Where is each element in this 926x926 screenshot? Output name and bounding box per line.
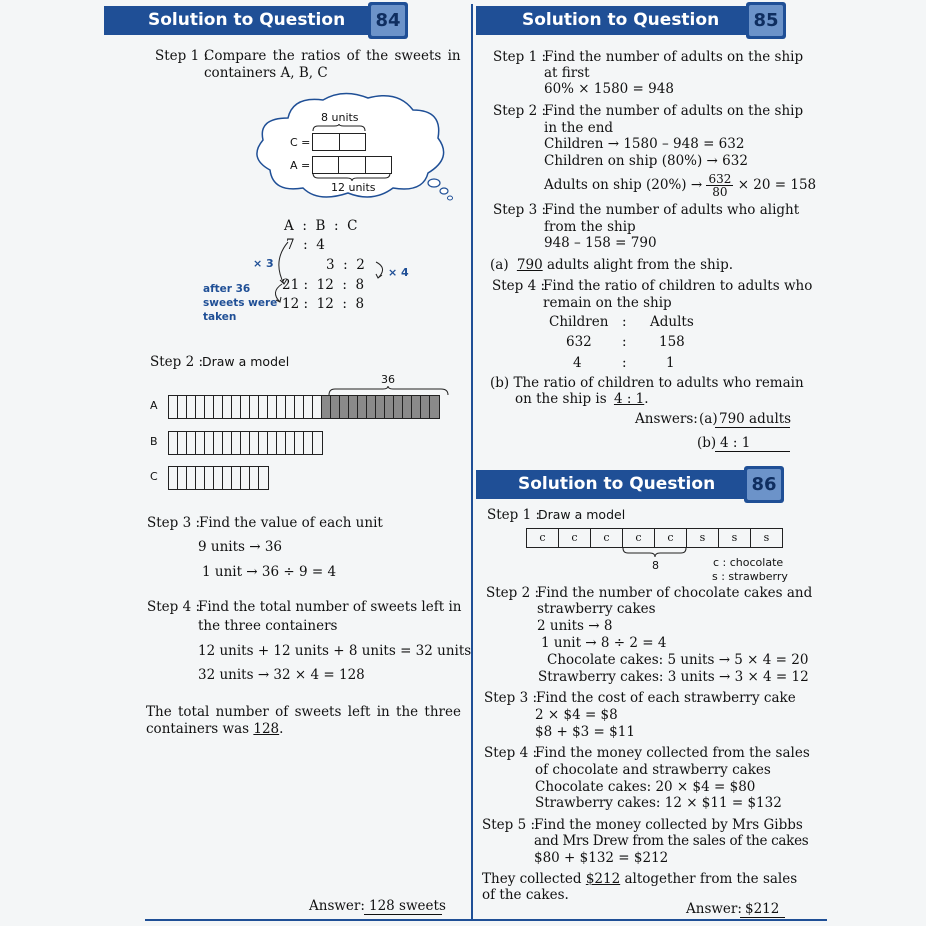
q85-step3-line2: from the ship	[544, 219, 636, 235]
q84-step1-line1: Compare the ratios of the sweets in	[204, 48, 461, 64]
q85-header	[476, 6, 782, 35]
q86-answer-label: Answer:	[686, 901, 742, 917]
cloud-top-brace	[312, 124, 366, 132]
q86-cell: s	[687, 529, 719, 547]
q84-number: 84	[371, 5, 405, 36]
q84-header	[104, 6, 406, 35]
q86-conclusion-line2: of the cakes.	[482, 887, 569, 903]
q84-step1-line2: containers A, B, C	[204, 65, 328, 81]
q84-step1-label: Step 1 :	[155, 48, 209, 64]
ratio-header: A : B : C	[284, 218, 358, 234]
q86-answer-value: $212	[745, 901, 780, 917]
q86-model-bar	[526, 528, 783, 548]
q85-number-badge	[746, 2, 786, 39]
cloud-c-bar	[312, 133, 366, 151]
model-bar-a	[168, 395, 440, 419]
q84-step4-line1: Find the total number of sweets left in	[198, 599, 462, 615]
q85-answers-label: Answers:	[635, 411, 698, 427]
q86-number: 86	[747, 469, 781, 500]
q85-step4-line2: remain on the ship	[543, 295, 672, 311]
q85-part-b-prefix: (b)	[490, 375, 510, 391]
q86-step4-l1: Chocolate cakes: 20 × $4 = $80	[535, 779, 756, 795]
q86-step3-l1: 2 × $4 = $8	[535, 707, 618, 723]
q85-answer-a-line	[715, 427, 790, 428]
q85-step4-line1: Find the ratio of children to adults who	[543, 278, 813, 294]
q84-step4-l1: 12 units + 12 units + 8 units = 32 units	[198, 643, 472, 659]
q85-table-sep1: :	[622, 314, 627, 330]
q85-step2-label: Step 2 :	[493, 103, 547, 119]
q86-conclusion-value: $212	[585, 871, 621, 887]
q84-answer-line	[364, 914, 442, 915]
q85-number: 85	[749, 5, 783, 36]
q85-fraction	[706, 173, 733, 198]
q86-step2-l3: Chocolate cakes: 5 units → 5 × 4 = 20	[547, 652, 809, 668]
q86-number-badge	[744, 466, 784, 503]
q84-step4-line2: the three containers	[198, 618, 338, 634]
q86-header	[476, 470, 782, 499]
q86-step4-l2: Strawberry cakes: 12 × $11 = $132	[535, 795, 782, 811]
q85-part-b-value: 4 : 1	[613, 391, 645, 407]
q85-step1-line1: Find the number of adults on the ship	[544, 49, 804, 65]
ratio-arrows	[260, 236, 400, 306]
q85-table-h1: Children	[549, 314, 609, 330]
ratio-row3: 21 : 12 : 8	[282, 277, 365, 293]
model-brace-label: 36	[381, 373, 395, 386]
q86-step5-line1: Find the money collected by Mrs Gibbs	[534, 817, 803, 833]
q85-step2-l3a: Adults on ship (20%) →	[544, 177, 703, 193]
q86-answer-line	[740, 917, 785, 918]
ratio-times4: × 4	[388, 266, 409, 279]
q84-conclusion-line2	[146, 721, 283, 737]
q85-step1-label: Step 1 :	[493, 49, 547, 65]
q85-table-h2: Adults	[650, 314, 694, 330]
q85-table-r2a: 4	[573, 355, 582, 371]
q85-answer-b-prefix: (b)	[697, 435, 717, 451]
cloud-bottom-brace	[312, 173, 392, 181]
q84-conclusion-text: containers was	[146, 721, 254, 737]
q86-conclusion-text2: altogether from the sales	[620, 871, 798, 887]
cloud-bottom-label: 12 units	[331, 181, 376, 194]
q85-step3-l1: 948 – 158 = 790	[544, 235, 657, 251]
cloud-a-bar	[312, 156, 392, 174]
q84-header-title: Solution to Question	[148, 10, 346, 30]
q85-step2-line2: in the end	[544, 120, 614, 136]
q86-brace	[622, 548, 688, 558]
q86-step5-label: Step 5 :	[482, 817, 536, 833]
q86-cell: c	[623, 529, 655, 547]
q86-step4-line1: Find the money collected from the sales	[535, 745, 810, 761]
q85-part-a-value: 790	[516, 257, 543, 273]
q84-step3-l2: 1 unit → 36 ÷ 9 = 4	[202, 564, 337, 580]
q86-step4-line2: of chocolate and strawberry cakes	[535, 762, 771, 778]
q85-step2-line1: Find the number of adults on the ship	[544, 103, 804, 119]
q84-answer-label: Answer:	[309, 898, 365, 914]
q86-step1-text: Draw a model	[538, 507, 626, 522]
q86-step3-label: Step 3 :	[484, 690, 538, 706]
q86-step2-l4: Strawberry cakes: 3 units → 3 × 4 = 12	[538, 669, 809, 685]
ratio-note1: after 36	[203, 283, 251, 295]
model-row-b-label: B	[150, 435, 158, 448]
model-bar-c	[168, 466, 269, 490]
q85-step2-l2: Children on ship (80%) → 632	[544, 153, 748, 169]
q84-conclusion-end: .	[279, 721, 284, 737]
q85-step1-l1: 60% × 1580 = 948	[544, 81, 674, 97]
q84-conclusion-value: 128	[253, 721, 280, 737]
q86-header-title: Solution to Question	[518, 474, 716, 494]
q86-step2-line2: strawberry cakes	[537, 601, 656, 617]
q84-step4-l2: 32 units → 32 × 4 = 128	[198, 667, 365, 683]
q84-step3-l1: 9 units → 36	[198, 539, 283, 555]
q84-conclusion-line1: The total number of sweets left in the three	[146, 704, 461, 720]
q85-table-r2b: 1	[666, 355, 675, 371]
q85-table-r1a: 632	[566, 334, 592, 350]
q84-step2-text: Draw a model	[202, 354, 290, 369]
q86-cell: s	[763, 531, 770, 544]
q85-step4-label: Step 4 :	[492, 278, 546, 294]
q86-brace-label: 8	[652, 559, 659, 572]
q85-header-title: Solution to Question	[522, 10, 720, 30]
q86-step2-label: Step 2 :	[486, 585, 540, 601]
q85-part-a-prefix: (a)	[490, 257, 509, 273]
q86-conclusion-line1	[482, 871, 797, 887]
q85-part-b-end: .	[644, 391, 649, 407]
q86-conclusion-text: They collected	[482, 871, 586, 887]
q85-step3-label: Step 3 :	[493, 202, 547, 218]
q84-number-badge	[368, 2, 408, 39]
cloud-a-label: A =	[290, 159, 311, 172]
q85-part-a-text: adults alight from the ship.	[546, 257, 733, 273]
q86-cell: c	[527, 529, 559, 547]
q86-step2-l2: 1 unit → 8 ÷ 2 = 4	[541, 635, 667, 651]
q85-table-sep3: :	[622, 355, 627, 371]
q86-cell: c	[655, 529, 687, 547]
q85-step2-l1: Children → 1580 – 948 = 632	[544, 136, 745, 152]
q85-part-a	[490, 257, 733, 273]
model-row-c-label: C	[150, 470, 158, 483]
q86-step5-line2: and Mrs Drew from the sales of the cakes	[534, 833, 809, 849]
q85-frac-den: 80	[712, 185, 728, 199]
q85-part-b-line1	[490, 375, 804, 391]
q84-step3-label: Step 3 :	[147, 515, 201, 531]
q86-cell: c	[591, 529, 623, 547]
q86-legend2: s : strawberry	[712, 570, 788, 583]
q84-step3-text: Find the value of each unit	[199, 515, 383, 531]
ratio-note2: sweets were	[203, 297, 278, 309]
q86-cell: c	[559, 529, 591, 547]
ratio-times3: × 3	[253, 257, 274, 270]
q84-step2-label: Step 2 :	[150, 354, 204, 370]
q86-step2-line1: Find the number of chocolate cakes and	[537, 585, 813, 601]
bottom-rule	[145, 919, 827, 921]
q85-step2-l3	[544, 172, 816, 198]
ratio-row2: 3 : 2	[326, 257, 365, 273]
q84-answer-value: 128 sweets	[369, 898, 446, 914]
q86-step1-label: Step 1 :	[487, 507, 541, 523]
q86-step2-l1: 2 units → 8	[537, 618, 613, 634]
q85-answer-a-value: 790 adults	[719, 411, 792, 427]
q85-part-b-text2: on the ship is	[515, 391, 611, 407]
q86-step3-line1: Find the cost of each strawberry cake	[536, 690, 796, 706]
q84-step4-label: Step 4 :	[147, 599, 201, 615]
model-bar-b	[168, 431, 323, 455]
q85-part-b-text: The ratio of children to adults who remain	[513, 375, 804, 391]
q85-part-b-line2	[515, 391, 649, 407]
ratio-row4: 12 : 12 : 8	[282, 296, 365, 312]
q86-step4-label: Step 4 :	[484, 745, 538, 761]
ratio-note3: taken	[203, 311, 237, 323]
cloud-top-label: 8 units	[321, 111, 359, 124]
q86-legend1: c : chocolate	[713, 556, 784, 569]
column-divider	[471, 4, 473, 919]
ratio-row1: 7 : 4	[286, 237, 325, 253]
q85-step3-line1: Find the number of adults who alight	[544, 202, 800, 218]
q85-frac-num: 632	[708, 172, 732, 186]
model-row-a-label: A	[150, 399, 158, 412]
q86-cell: s	[719, 529, 751, 547]
q85-step2-l3b: × 20 = 158	[737, 177, 817, 193]
q86-step5-l1: $80 + $132 = $212	[534, 850, 669, 866]
cloud-c-label: C =	[290, 136, 311, 149]
q85-answer-a-prefix: (a)	[699, 411, 718, 427]
q86-step3-l2: $8 + $3 = $11	[535, 724, 635, 740]
q85-answer-b-line	[715, 451, 790, 452]
q85-table-sep2: :	[622, 334, 627, 350]
q85-answer-b-value: 4 : 1	[720, 435, 751, 451]
q85-table-r1b: 158	[659, 334, 685, 350]
q85-step1-line2: at first	[544, 65, 590, 81]
